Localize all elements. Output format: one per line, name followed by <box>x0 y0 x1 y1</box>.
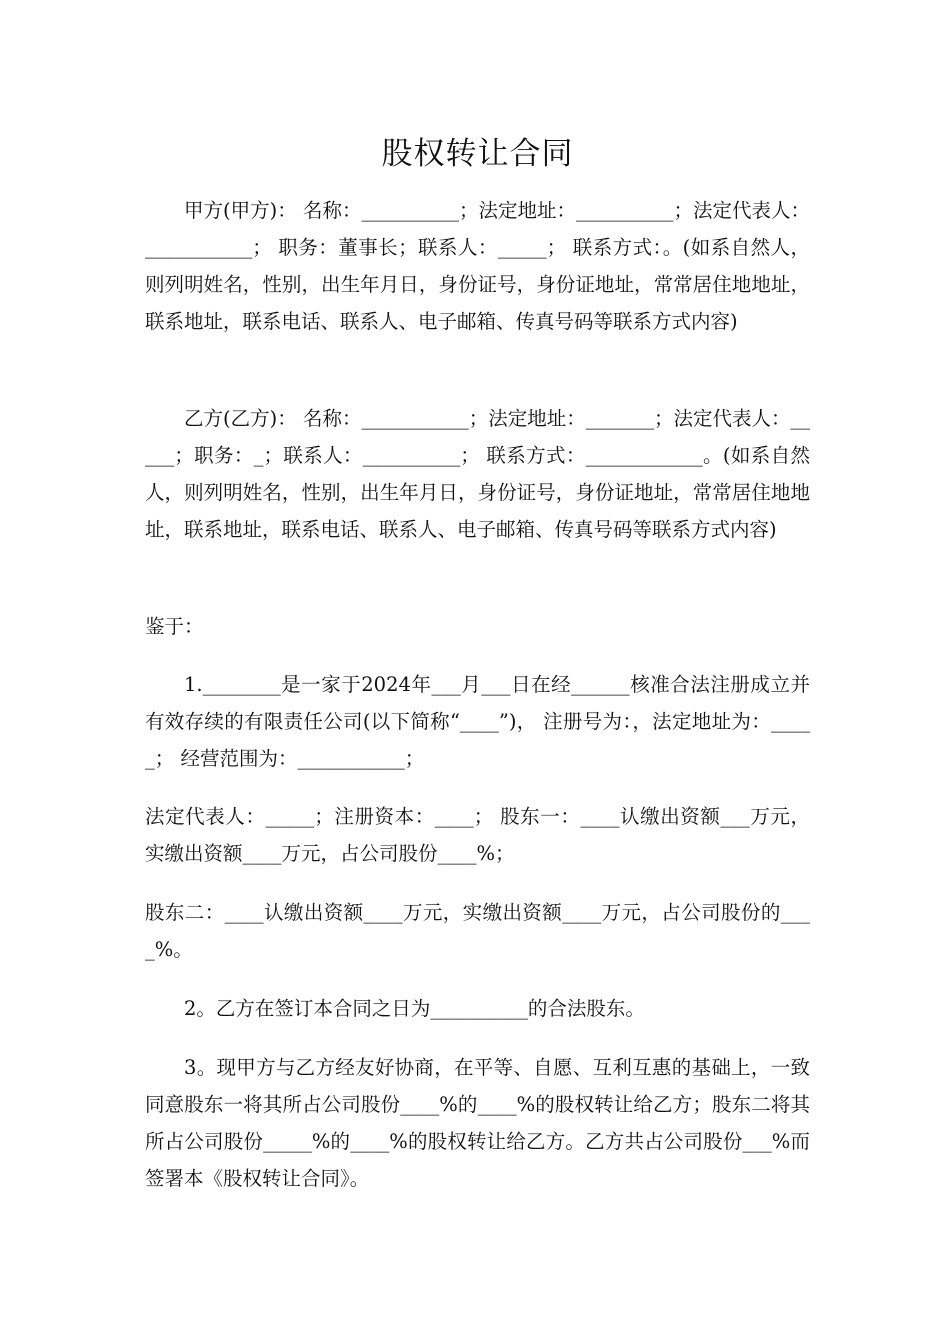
legal-rep-paragraph: 法定代表人：_____；注册资本：____； 股东一：____认缴出资额___万元，实缴出资额____万元，占公司股份____%； <box>145 805 810 865</box>
party-b-paragraph: 乙方(乙方)： 名称：___________；法定地址：_______；法定代表人：_____；职务：_；联系人：__________； 联系方式：____________。(如系自然人，则列明姓名，性别，出生年月日，身份证号，身份证地址，常常居住地地址，联系地址，联系电话、联系人、电子邮箱、传真号码等联系方式内容) <box>145 407 810 541</box>
whereas-heading: 鉴于： <box>145 615 204 638</box>
party-a-paragraph: 甲方(甲方)： 名称：__________；法定地址：__________；法定代表人：___________； 职务：董事长；联系人：_____； 联系方式：。(如系自然人，则列明姓名，性别，出生年月日，身份证号，身份证地址，常常居住地地址，联系地址，联系电话、联系人、电子邮箱、传真号码等联系方式内容) <box>145 199 810 333</box>
clause-3-paragraph: 3。现甲方与乙方经友好协商，在平等、自愿、互利互惠的基础上，一致同意股东一将其所占公司股份____%的____%的股权转让给乙方；股东二将其所占公司股份_____%的____%的股权转让给乙方。乙方共占公司股份___%而签署本《股权转让合同》。 <box>145 1056 810 1190</box>
clause-2-paragraph: 2。乙方在签订本合同之日为__________的合法股东。 <box>184 997 645 1020</box>
shareholder-two-paragraph: 股东二：____认缴出资额____万元，实缴出资额____万元，占公司股份的____%。 <box>145 901 810 961</box>
document-title: 股权转让合同 <box>381 136 574 172</box>
clause-1-paragraph: 1.________是一家于2024年___月___日在经______核准合法注册成立并有效存续的有限责任公司(以下简称“____”)， 注册号为：，法定地址为：_____； 经营范围为：___________； <box>145 673 810 770</box>
